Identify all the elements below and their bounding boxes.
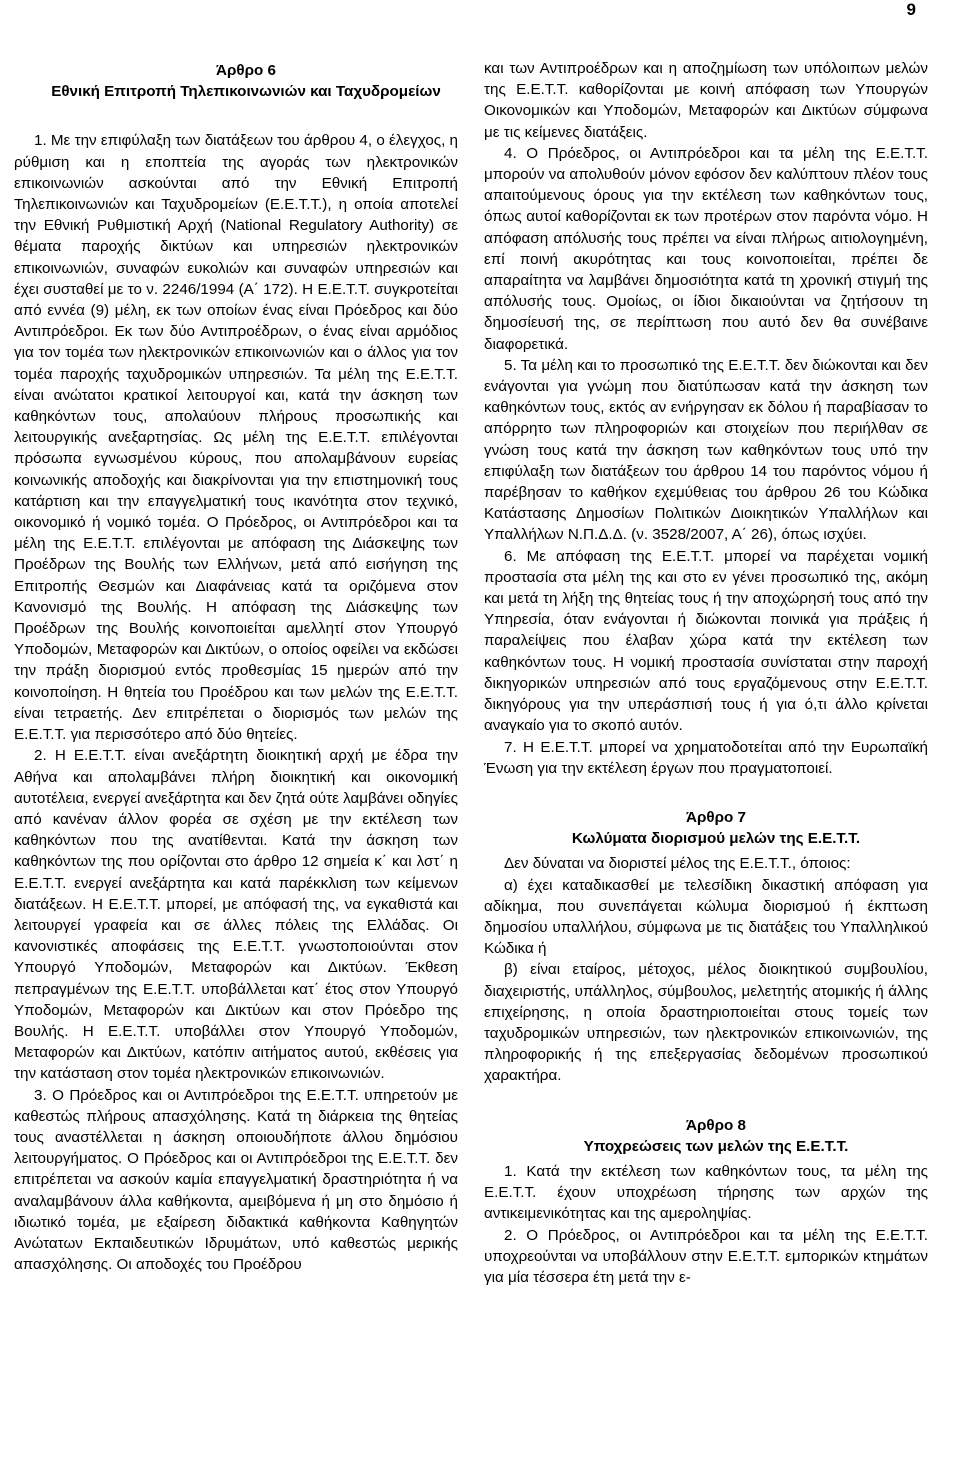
article-7-subtitle: Κωλύματα διορισμού μελών της Ε.Ε.Τ.Τ.: [571, 830, 861, 848]
article-6-paragraph-4: 4. Ο Πρόεδρος, οι Αντιπρόεδροι και τα μέλη της Ε.Ε.Τ.Τ. μπορούν να απολυθούν μόνον εφόσον δεν καλύπτουν πλέον τους απαιτούμενους όρους για την εκτέλεση των καθηκόντων τους, όπως αυτοί καθορίζονται εκ των προτέρων στον παρόντα νόμο. Η απόφαση απόλυσής τους πρέπει να είναι πλήρως αιτιολογημένη, επί ποινή ακυρότητας και τους κοινοποιείται, πρέπει δε απαραίτητα να λαμβάνει δημοσιότητα κατά τη χρονική στιγμή της απόλυσής τους. Ομοίως, οι ίδιοι δικαιούνται να ζητήσουν τη δημοσίευσή της, σε περίπτωση που αυτό δεν θα συνέβαινε διαφορετικά.: [484, 144, 928, 353]
article-6-subtitle: Εθνική Επιτροπή Τηλεπικοινωνιών και Ταχυδρομείων: [51, 83, 441, 101]
article-6-title: Άρθρο 6: [216, 62, 276, 79]
article-8-paragraph-2: 2. Ο Πρόεδρος, οι Αντιπρόεδροι και τα μέλη της Ε.Ε.Τ.Τ. υποχρεούνται να υποβάλλουν στην Ε.Ε.Τ.Τ. εμπορικών κτημάτων για μία τέσσερα έτη μετά την ε-: [484, 1226, 928, 1286]
article-6-paragraph-1: 1. Με την επιφύλαξη των διατάξεων του άρθρου 4, ο έλεγχος, η ρύθμιση και η εποπτεία της αγοράς των ηλεκτρονικών επικοινωνιών ασκούνται από την Εθνική Επιτροπή Τηλεπικοινωνιών και Ταχυδρομείων (Ε.Ε.Τ.Τ.), η οποία αποτελεί την Εθνική Ρυθμιστική Αρχή (National Regulatory Authority) σε θέματα παροχής δικτύων και υπηρεσιών ηλεκτρονικών επικοινωνιών, συναφών ευκολιών και συναφών υπηρεσιών και έχει συσταθεί με το ν. 2246/1994 (Α΄ 172). Η Ε.Ε.Τ.Τ. συγκροτείται από εννέα (9) μέλη, εκ των οποίων ένας είναι Πρόεδρος και δύο Αντιπρόεδροι. Εκ των δύο Αντιπροέδρων, ο ένας είναι αρμόδιος για τον τομέα των ηλεκτρονικών επικοινωνιών και ο άλλος για τον τομέα παροχής ταχυδρομικών υπηρεσιών. Τα μέλη της Ε.Ε.Τ.Τ. είναι ανώτατοι κρατικοί λειτουργοί και, κατά την άσκηση των καθηκόντων τους, απολαύουν πλήρους προσωπικής και λειτουργικής ανεξαρτησίας. Ως μέλη της Ε.Ε.Τ.Τ. επιλέγονται πρόσωπα εγνωσμένου κύρους, που απολαμβάνουν ευρείας κοινωνικής αποδοχής και διακρίνονται για την επιστημονική τους κατάρτιση και την επαγγελματική τους ικανότητα στον τεχνικό, οικονομικό ή νομικό τομέα. Ο Πρόεδρος, οι Αντιπρόεδροι και τα μέλη της Ε.Ε.Τ.Τ. επιλέγονται με απόφαση της Διάσκεψης των Προέδρων της Βουλής των Ελλήνων, μετά από εισήγηση της Επιτροπής Θεσμών και Διαφάνειας κατά τα οριζόμενα στον Κανονισμό της Βουλής. Η απόφαση της Διάσκεψης των Προέδρων της Βουλής κοινοποιείται αμελλητί στον Υπουργό Υποδομών, Μεταφορών και Δικτύων, ο οποίος οφείλει να εκδώσει την πράξη διορισμού εντός προθεσμίας 15 ημερών από την κοινοποίηση. Η θητεία του Προέδρου και των μελών της Ε.Ε.Τ.Τ. είναι τετραετής. Δεν επιτρέπεται ο διορισμός των μελών της Ε.Ε.Τ.Τ. για περισσότερο από δύο θητείες.: [14, 132, 458, 744]
article-7-item-a: α) έχει καταδικασθεί με τελεσίδικη δικαστική απόφαση για αδίκημα, που συνεπάγεται κώλυμα διορισμού ή έκπτωση δημοσίου υπαλλήλου, σύμφωνα με τις διατάξεις του Υπαλληλικού Κώδικα ή: [484, 876, 928, 958]
article-7-intro: Δεν δύναται να διοριστεί μέλος της Ε.Ε.Τ.Τ., όποιος:: [504, 855, 851, 873]
right-column: [484, 58, 928, 1288]
article-6-paragraph-3-cont: και των Αντιπροέδρων και η αποζημίωση των υπόλοιπων μελών της Ε.Ε.Τ.Τ. καθορίζονται με κοινή απόφαση των Υπουργών Οικονομικών και Υποδομών, Μεταφορών και Δικτύων σύμφωνα με τις κείμενες διατάξεις.: [484, 60, 928, 141]
page-number: 9: [906, 0, 916, 19]
article-8-paragraph-1: 1. Κατά την εκτέλεση των καθηκόντων τους, τα μέλη της Ε.Ε.Τ.Τ. έχουν υποχρέωση τήρησης των αρχών της αντικειμενικότητας και της αμεροληψίας.: [484, 1162, 928, 1223]
article-6-paragraph-6: 6. Με απόφαση της Ε.Ε.Τ.Τ. μπορεί να παρέχεται νομική προστασία στα μέλη της και στο εν γένει προσωπικό της, ακόμη και μετά τη λήξη της θητείας τους ή την αποχώρησή τους από την Υπηρεσία, όταν ενάγονται ή διώκονται ποινικά για πράξεις ή παραλείψεις που έλαβαν χώρα κατά την εκτέλεση των καθηκόντων τους. Η νομική προστασία συνίσταται στην παροχή δικηγορικών υπηρεσιών από τους εργαζόμενους στην Ε.Ε.Τ.Τ. δικηγόρους για την υπεράσπισή τους ή για ό,τι άλλο κρίνεται αναγκαίο για το σκοπό αυτόν.: [484, 547, 928, 735]
article-6-paragraph-3: 3. Ο Πρόεδρος και οι Αντιπρόεδροι της Ε.Ε.Τ.Τ. υπηρετούν με καθεστώς πλήρους απασχόλησης. Κατά τη διάρκεια της θητείας τους αναστέλλεται η άσκηση οποιουδήποτε άλλου δημόσιου λειτουργήματος. Ο Πρόεδρος και οι Αντιπρόεδροι της Ε.Ε.Τ.Τ. δεν επιτρέπεται να ασκούν καμία επαγγελματική δραστηριότητα ή να αναλαμβάνουν άλλα καθήκοντα, αμειβόμενα ή μη στο δημόσιο ή ιδιωτικό τομέα, με εξαίρεση διδακτικά καθήκοντα Καθηγητών Ανώτατων Εκπαιδευτικών Ιδρυμάτων, υπό καθεστώς μερικής απασχόλησης. Οι αποδοχές του Προέδρου: [14, 1086, 458, 1274]
article-6-paragraph-5: 5. Τα μέλη και το προσωπικό της Ε.Ε.Τ.Τ. δεν διώκονται και δεν ενάγονται για γνώμη που διατύπωσαν κατά την άσκηση των καθηκόντων τους, εκτός αν ενήργησαν εκ δόλου ή παραβίασαν το απόρρητο των πληροφοριών και στοιχείων που περιήλθαν σε γνώση τους κατά την άσκηση των καθηκόντων τους υπό την επιφύλαξη των διατάξεων του άρθρου 14 του παρόντος νόμου ή παρέβησαν το καθήκον εχεμύθειας του άρθρου 26 του Κώδικα Κατάστασης Δημοσίων Πολιτικών Διοικητικών Υπαλλήλων και Υπαλλήλων Ν.Π.Δ.Δ. (ν. 3528/2007, Α΄ 26), όπως ισχύει.: [484, 356, 928, 544]
article-6-paragraph-7: 7. Η Ε.Ε.Τ.Τ. μπορεί να χρηματοδοτείται από την Ευρωπαϊκή Ένωση για την εκτέλεση έργων που πραγματοποιεί.: [484, 738, 928, 777]
article-8-title: Άρθρο 8: [686, 1116, 746, 1134]
article-7-title: Άρθρο 7: [686, 808, 746, 826]
left-column: [14, 60, 458, 1275]
article-6-paragraph-2: 2. Η Ε.Ε.Τ.Τ. είναι ανεξάρτητη διοικητική αρχή με έδρα την Αθήνα και απολαμβάνει πλήρη διοικητική και οικονομική αυτοτέλεια, ενεργεί ανεξάρτητα και δεν ζητά ούτε λαμβάνει οδηγίες από κανέναν άλλον φορέα σε σχέση με την εκτέλεση των καθηκόντων που της ανατίθενται. Κατά την άσκηση των καθηκόντων της που ορίζονται στο άρθρο 12 σημεία κ΄ και λστ΄ η Ε.Ε.Τ.Τ. ενεργεί ανεξάρτητα και κατά παρέκκλιση των κείμενων διατάξεων. Η Ε.Ε.Τ.Τ. μπορεί, με απόφασή της, να εγκαθιστά και λειτουργεί γραφεία και σε άλλες πόλεις της Ελλάδας. Οι κανονιστικές αποφάσεις της Ε.Ε.Τ.Τ. γνωστοποιούνται στον Υπουργό Υποδομών, Μεταφορών και Δικτύων. Έκθεση πεπραγμένων της Ε.Ε.Τ.Τ. υποβάλλεται κατ΄ έτος στον Υπουργό Υποδομών, Μεταφορών και Δικτύων και στον Πρόεδρο της Βουλής. Η Ε.Ε.Τ.Τ. υποβάλλει στον Υπουργό Υποδομών, Μεταφορών και Δικτύων, κατόπιν αιτήματος αυτού, εκθέσεις για την κατάσταση στον τομέα ηλεκτρονικών επικοινωνιών.: [14, 747, 458, 1083]
article-8-subtitle: Υποχρεώσεις των μελών της Ε.Ε.Τ.Τ.: [583, 1137, 849, 1155]
article-7-item-b: β) είναι εταίρος, μέτοχος, μέλος διοικητικού συμβουλίου, διαχειριστής, υπάλληλος, σύμβουλος, μελετητής ατομικής ή άλλης επιχείρησης, η οποία δραστηριοποιείται στους τομείς των ταχυδρομικών υπηρεσιών, των ηλεκτρονικών επικοινωνιών, της πληροφορικής ή της επεξεργασίας δεδομένων προσωπικού χαρακτήρα.: [484, 961, 928, 1085]
